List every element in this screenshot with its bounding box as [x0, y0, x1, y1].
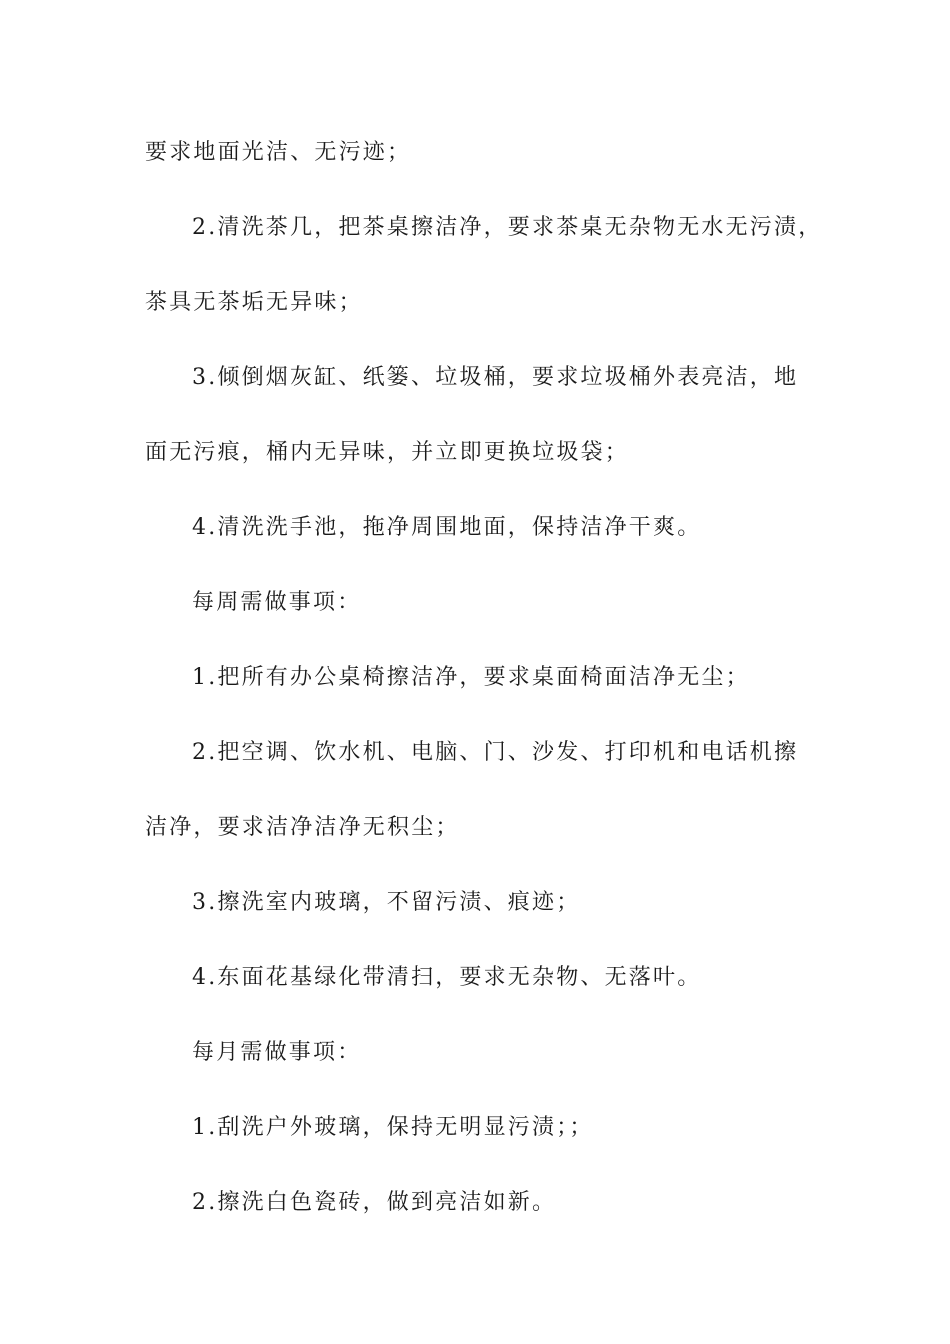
text-line-12: 4.东面花基绿化带清扫，要求无杂物、无落叶。 — [192, 965, 702, 990]
section-heading-monthly: 每月需做事项： — [192, 1040, 362, 1065]
text-line-10: 洁净，要求洁净洁净无积尘； — [145, 815, 460, 840]
text-line-6: 4.清洗洗手池，拖净周围地面，保持洁净干爽。 — [192, 515, 702, 540]
text-line-3: 茶具无茶垢无异味； — [145, 290, 363, 315]
text-line-9: 2.把空调、饮水机、电脑、门、沙发、打印机和电话机擦 — [192, 740, 799, 765]
text-line-5: 面无污痕，桶内无异味，并立即更换垃圾袋； — [145, 440, 630, 465]
text-line-2: 2.清洗茶几，把茶桌擦洁净，要求茶桌无杂物无水无污渍， — [192, 215, 823, 240]
text-line-11: 3.擦洗室内玻璃，不留污渍、痕迹； — [192, 890, 581, 915]
text-line-1: 要求地面光洁、无污迹； — [145, 140, 412, 165]
section-heading-weekly: 每周需做事项： — [192, 590, 362, 615]
text-line-4: 3.倾倒烟灰缸、纸篓、垃圾桶，要求垃圾桶外表亮洁，地 — [192, 365, 799, 390]
text-line-8: 1.把所有办公桌椅擦洁净，要求桌面椅面洁净无尘； — [192, 665, 750, 690]
text-line-15: 2.擦洗白色瓷砖，做到亮洁如新。 — [192, 1190, 557, 1215]
text-line-14: 1.刮洗户外玻璃，保持无明显污渍；； — [192, 1115, 594, 1140]
